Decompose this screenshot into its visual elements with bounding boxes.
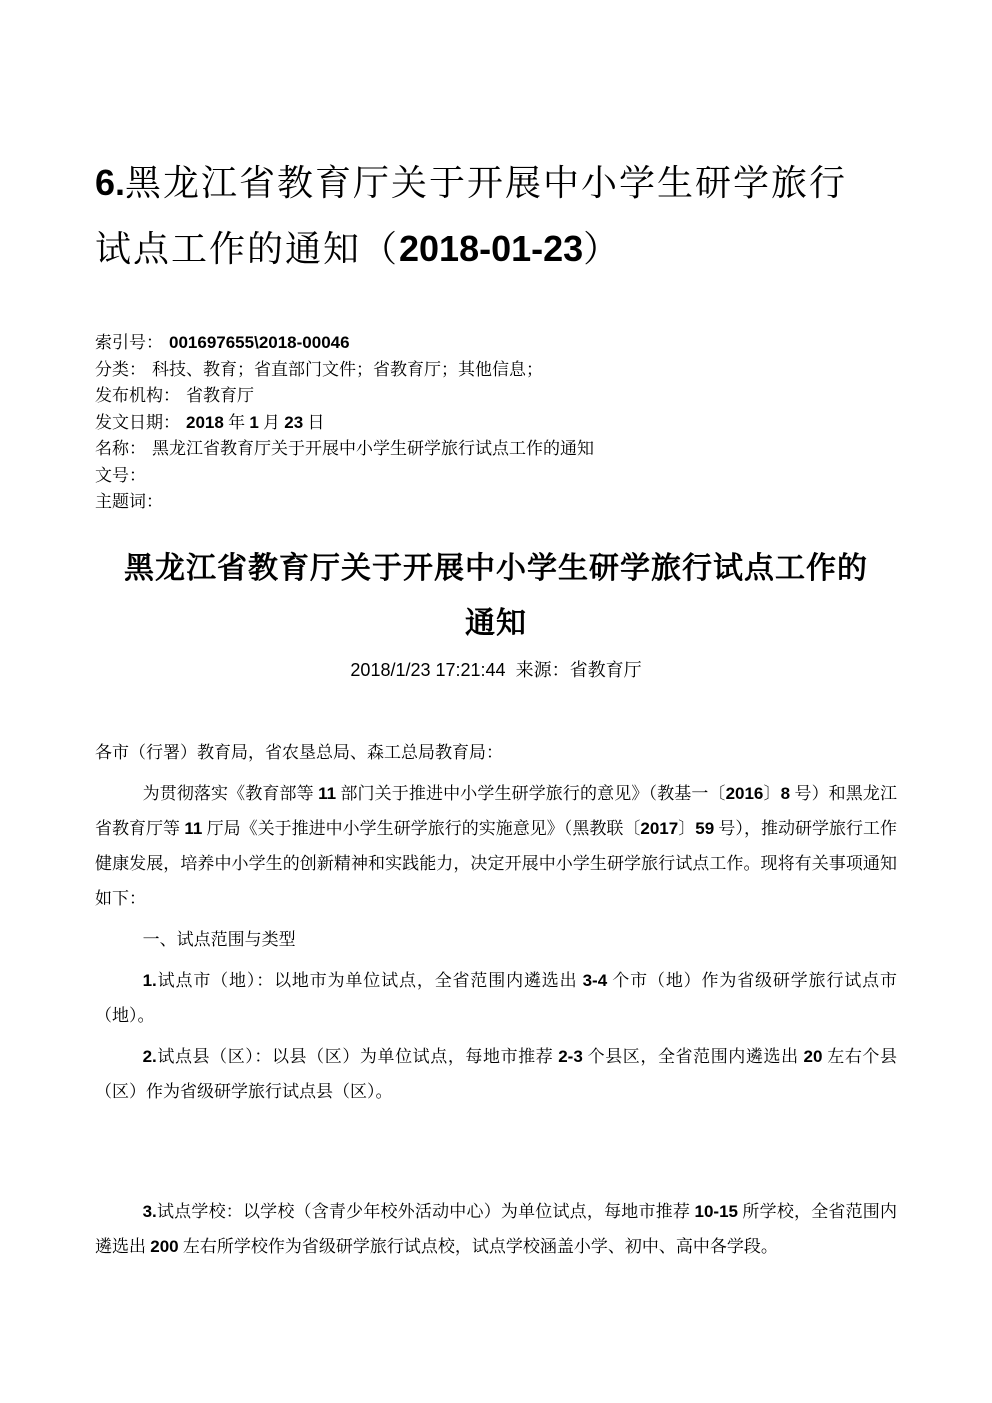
text-run: 黑龙江省教育厅关于开展中小学生研学旅行试点工作的 [124,551,868,585]
number-text-run: 11 [318,783,337,803]
number-text-run: 2018-01-23 [399,228,584,269]
text-run: 左右个县（区）作为省级研学旅行试点县（区）。 [95,1046,898,1101]
metadata-value [152,360,543,379]
number-text-run: 3-4 [582,970,608,990]
text-run: 月 [258,412,285,432]
metadata-label: 分类： [95,359,146,379]
number-text-run: 2016 [725,783,764,803]
number-text-run: 11 [184,818,203,838]
metadata-value [186,386,254,405]
number-text-run: 2017 [640,818,679,838]
text-run: 各市（行署）教育局，省农垦总局、森工总局教育局： [95,742,503,762]
metadata-label: 发布机构： [95,386,180,405]
text-run: 通知 [465,606,527,640]
number-text-run: 1. [142,970,157,990]
number-text-run: 6. [95,162,126,203]
metadata-label: 发文日期： [95,412,180,432]
text-run: 试点县（区）：以县（区）为单位试点，每地市推荐 [156,1046,559,1066]
body-paragraph [95,776,897,916]
text-run: 厅局《关于推进中小学生研学旅行的实施意见》（黑教联〔 [202,818,641,838]
body-paragraph [95,1039,897,1109]
number-text-run: 23 [284,412,304,432]
source-label: 来源：省教育厅 [515,659,642,680]
text-run: 号），推动研学旅行工作健康发展，培养中小学生的创新精神和实践能力，决定开展中小学生研学旅行试点工作。现将有关事项通知如下： [95,818,898,908]
body-paragraph [95,735,897,770]
number-text-run: 20 [803,1046,823,1066]
text-run: 部门关于推进中小学生研学旅行的意见》（教基一〔 [336,783,726,803]
body-paragraph [95,922,897,957]
metadata-value [169,333,350,352]
number-text-run: 2. [142,1046,157,1066]
text-run: 〕 [678,818,696,838]
notice-heading [95,541,897,651]
number-text-run: 200 [150,1236,179,1256]
text-run: 〕 [763,783,781,803]
body-paragraph [95,963,897,1033]
text-run: 科技、教育；省直部门文件；省教育厅；其他信息； [152,359,543,379]
metadata-block [95,330,897,516]
metadata-row [95,357,897,384]
metadata-label: 主题词： [95,492,163,511]
text-run: 号）和黑龙江省教育厅等 [95,783,898,838]
text-run: 省教育厅 [186,386,254,405]
number-text-run: 10-15 [694,1201,738,1221]
document-body [95,735,897,1264]
text-run: 日 [303,412,325,432]
number-text-run: 2-3 [558,1046,583,1066]
text-run: 所学校，全省范围内遴选出 [95,1201,897,1256]
publish-dateline [95,657,897,683]
text-run: 黑龙江省教育厅关于开展中小学生研学旅行试点工作的通知 [152,439,594,458]
metadata-row [95,436,897,463]
number-text-run: 3. [142,1201,157,1221]
text-run: 试点市（地）：以地市为单位试点，全省范围内遴选出 [156,970,583,990]
number-text-run: 59 [695,818,715,838]
document-title [95,150,897,282]
body-paragraph [95,1194,897,1264]
text-run: 年 [223,412,250,432]
text-run: 左右所学校作为省级研学旅行试点校，试点学校涵盖小学、初中、高中各学段。 [178,1236,778,1256]
metadata-row [95,410,897,437]
number-text-run: 001697655\2018-00046 [169,333,350,352]
metadata-label: 索引号： [95,333,163,352]
text-run: 个县区，全省范围内遴选出 [582,1046,804,1066]
publish-datetime: 2018/1/23 17:21:44 [350,659,506,680]
number-text-run: 2018 [186,412,224,432]
metadata-value [186,413,324,432]
number-text-run: 8 [780,783,791,803]
metadata-row [95,463,897,490]
metadata-row [95,489,897,516]
number-text-run: 1 [249,412,259,432]
metadata-value [152,439,594,458]
text-run: 一、试点范围与类型 [142,929,296,949]
metadata-row [95,383,897,410]
text-run: 试点工作的通知（ [95,229,400,269]
text-run: 黑龙江省教育厅关于开展中小学生研学旅行 [125,163,848,203]
metadata-label: 文号： [95,465,146,485]
text-run: 为贯彻落实《教育部等 [142,783,319,803]
metadata-row [95,330,897,357]
metadata-label: 名称： [95,439,146,458]
text-run: ） [583,229,622,269]
text-run: 试点学校：以学校（含青少年校外活动中心）为单位试点，每地市推荐 [156,1201,695,1221]
text-run: 个市（地）作为省级研学旅行试点市（地）。 [95,970,897,1025]
